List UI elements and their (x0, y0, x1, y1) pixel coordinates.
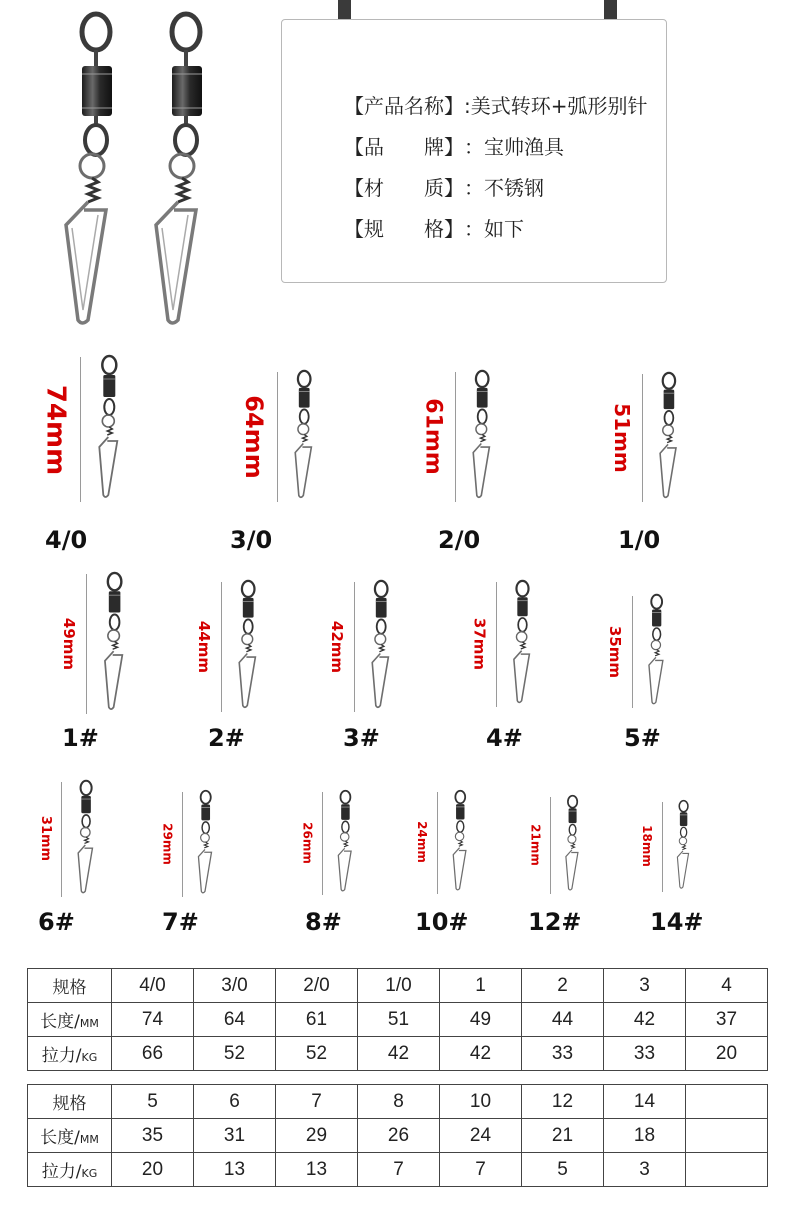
length-ruler (221, 582, 222, 712)
length-ruler (61, 782, 62, 897)
swivel-snap-icon (556, 795, 593, 896)
table-cell: 5 (522, 1153, 604, 1187)
product-info-card (281, 19, 667, 283)
length-label: 18mm (640, 825, 655, 867)
length-ruler (437, 792, 438, 894)
swivel-snap-icon (502, 580, 547, 709)
size-label: 7# (162, 908, 199, 936)
info-key: 【规 格】 (344, 217, 464, 241)
size-item (160, 790, 280, 905)
info-row-name (344, 90, 648, 119)
row-header-strength (28, 1037, 112, 1071)
table-cell: 20 (686, 1037, 768, 1071)
length-label: 29mm (160, 822, 175, 865)
size-label: 3/0 (230, 526, 273, 554)
table-cell: 66 (112, 1037, 194, 1071)
swivel-snap-icon (67, 780, 109, 899)
table-cell: 13 (194, 1153, 276, 1187)
size-item (195, 580, 315, 720)
table-row (28, 1037, 768, 1071)
length-label: 37mm (470, 617, 488, 671)
swivel-snap-icon (92, 572, 141, 716)
row-header-length (28, 1119, 112, 1153)
table-cell: 6 (194, 1085, 276, 1119)
table-cell: 26 (358, 1119, 440, 1153)
table-cell: 2/0 (276, 969, 358, 1003)
table-cell: 4/0 (112, 969, 194, 1003)
length-ruler (354, 582, 355, 712)
size-label: 4# (486, 724, 523, 752)
table-cell: 20 (112, 1153, 194, 1187)
length-ruler (642, 374, 643, 502)
size-label: 6# (38, 908, 75, 936)
size-item (240, 370, 360, 510)
size-label: 2/0 (438, 526, 481, 554)
spec-table-2 (27, 1084, 768, 1187)
size-item (60, 572, 180, 722)
size-item (640, 800, 760, 900)
size-label: 14# (650, 908, 704, 936)
table-cell: 74 (112, 1003, 194, 1037)
table-cell: 12 (522, 1085, 604, 1119)
table-cell: 8 (358, 1085, 440, 1119)
length-label: 61mm (420, 398, 446, 475)
table-cell: 35 (112, 1119, 194, 1153)
table-cell: 52 (194, 1037, 276, 1071)
swivel-snap-icon (360, 580, 406, 714)
info-key: 【产品名称】 (344, 94, 464, 118)
length-ruler (662, 802, 663, 892)
size-item (300, 790, 420, 903)
table-cell: 14 (604, 1085, 686, 1119)
hero-section (0, 0, 790, 340)
row-header-spec: 规格 (28, 969, 112, 1003)
size-item (415, 790, 535, 902)
table-cell: 10 (440, 1085, 522, 1119)
length-label: 42mm (328, 620, 346, 673)
info-key: 【材 质】 (344, 176, 464, 200)
size-label: 10# (415, 908, 469, 936)
row-header-length (28, 1003, 112, 1037)
size-label: 4/0 (45, 526, 88, 554)
swivel-snap-icon (328, 790, 367, 897)
info-row-material (344, 172, 544, 201)
length-label: 64mm (240, 395, 269, 479)
table-cell: 29 (276, 1119, 358, 1153)
length-ruler (80, 357, 81, 502)
table-cell (686, 1119, 768, 1153)
length-ruler (632, 596, 633, 708)
length-ruler (322, 792, 323, 895)
table-cell (686, 1085, 768, 1119)
swivel-snap-icon (58, 10, 148, 334)
length-ruler (455, 372, 456, 502)
swivel-snap-icon (638, 594, 679, 710)
table-cell: 42 (358, 1037, 440, 1071)
table-cell: 21 (522, 1119, 604, 1153)
size-label: 1/0 (618, 526, 661, 554)
table-cell: 31 (194, 1119, 276, 1153)
row-header-strength (28, 1153, 112, 1187)
row-header-label: 长度/ (40, 1012, 80, 1032)
info-value: ：如下 (464, 217, 524, 241)
length-label: 49mm (60, 617, 78, 670)
length-ruler (277, 372, 278, 502)
size-item (610, 372, 730, 510)
unit-label: MM (79, 1133, 99, 1146)
table-cell: 13 (276, 1153, 358, 1187)
swivel-snap-icon (283, 370, 329, 504)
info-value: ：不锈钢 (464, 176, 544, 200)
table-cell: 49 (440, 1003, 522, 1037)
spec-table-1 (27, 968, 768, 1071)
table-cell: 52 (276, 1037, 358, 1071)
table-cell: 33 (522, 1037, 604, 1071)
table-cell: 42 (440, 1037, 522, 1071)
swivel-snap-icon (461, 370, 507, 504)
length-label: 24mm (415, 821, 430, 863)
table-cell: 5 (112, 1085, 194, 1119)
table-row (28, 1003, 768, 1037)
row-header-label: 长度/ (40, 1128, 80, 1148)
row-header-label: 拉力/ (41, 1046, 82, 1066)
size-item (606, 594, 726, 716)
info-row-spec (344, 213, 524, 242)
size-item (40, 355, 160, 510)
table-cell (686, 1153, 768, 1187)
table-cell: 7 (440, 1153, 522, 1187)
size-item (528, 795, 648, 902)
swivel-snap-icon (648, 372, 694, 504)
swivel-snap-icon (227, 580, 273, 714)
size-label: 3# (343, 724, 380, 752)
table-cell: 61 (276, 1003, 358, 1037)
length-label: 51mm (610, 403, 634, 473)
swivel-snap-icon (148, 10, 238, 334)
size-item (38, 780, 158, 905)
table-cell: 24 (440, 1119, 522, 1153)
table-cell: 3/0 (194, 969, 276, 1003)
table-cell: 37 (686, 1003, 768, 1037)
length-ruler (86, 574, 87, 714)
table-cell: 42 (604, 1003, 686, 1037)
table-cell: 2 (522, 969, 604, 1003)
table-row (28, 1085, 768, 1119)
table-row (28, 969, 768, 1003)
length-ruler (182, 792, 183, 897)
table-cell: 4 (686, 969, 768, 1003)
table-cell: 51 (358, 1003, 440, 1037)
table-cell: 7 (276, 1085, 358, 1119)
row-header-spec: 规格 (28, 1085, 112, 1119)
size-label: 5# (624, 724, 661, 752)
table-row (28, 1153, 768, 1187)
info-value: :美式转环+弧形别针 (464, 94, 648, 118)
table-cell: 44 (522, 1003, 604, 1037)
length-label: 44mm (195, 620, 213, 673)
table-cell: 64 (194, 1003, 276, 1037)
swivel-snap-icon (668, 800, 703, 894)
size-item (420, 370, 540, 510)
table-cell: 1/0 (358, 969, 440, 1003)
table-cell: 3 (604, 1153, 686, 1187)
size-label: 2# (208, 724, 245, 752)
table-row (28, 1119, 768, 1153)
info-value: ：宝帅渔具 (464, 135, 564, 159)
length-label: 21mm (528, 823, 543, 866)
swivel-snap-icon (86, 355, 137, 504)
table-cell: 7 (358, 1153, 440, 1187)
table-cell: 1 (440, 969, 522, 1003)
length-ruler (496, 582, 497, 707)
length-label: 31mm (38, 815, 54, 862)
row-header-label: 拉力/ (41, 1162, 82, 1182)
size-item (328, 580, 448, 720)
unit-label: KG (81, 1051, 98, 1064)
swivel-snap-icon (443, 790, 482, 896)
info-row-brand (344, 131, 564, 160)
table-cell: 3 (604, 969, 686, 1003)
size-item (470, 580, 590, 715)
size-label: 12# (528, 908, 582, 936)
length-label: 74mm (40, 384, 71, 475)
table-cell: 18 (604, 1119, 686, 1153)
unit-label: KG (81, 1167, 98, 1180)
swivel-snap-icon (188, 790, 227, 899)
table-cell: 33 (604, 1037, 686, 1071)
length-ruler (550, 797, 551, 894)
length-label: 35mm (606, 625, 624, 678)
unit-label: MM (79, 1017, 99, 1030)
size-label: 8# (305, 908, 342, 936)
size-label: 1# (62, 724, 99, 752)
length-label: 26mm (300, 821, 315, 864)
info-key: 【品 牌】 (344, 135, 464, 159)
